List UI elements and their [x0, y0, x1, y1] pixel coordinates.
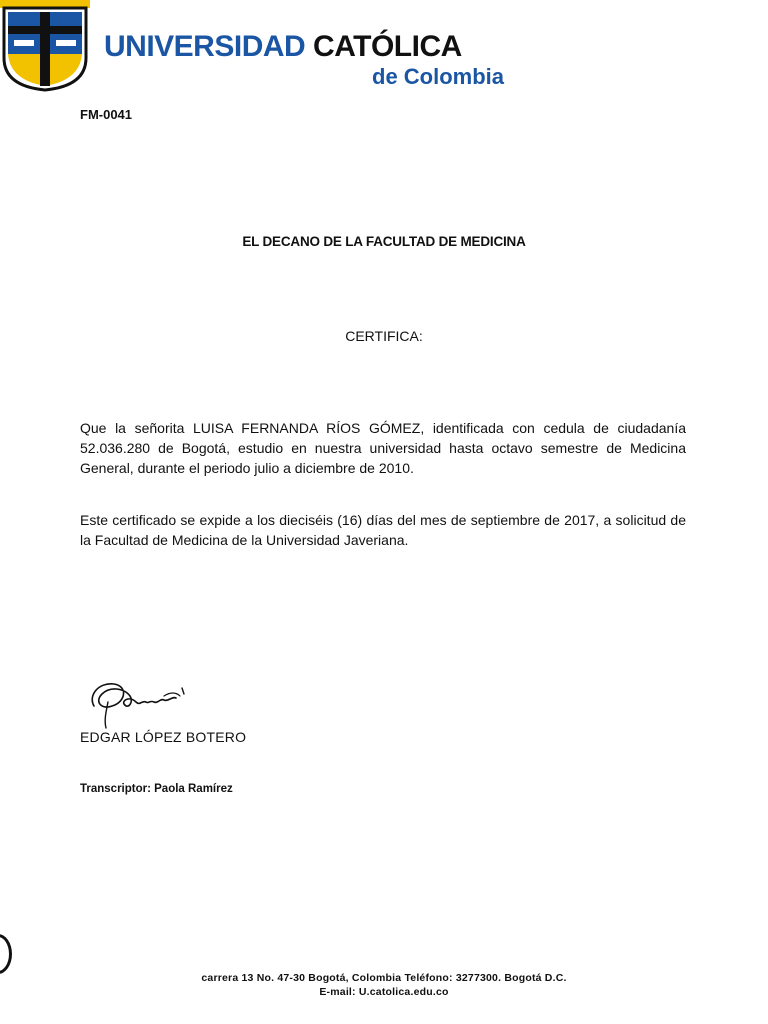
- transcriptor-line: Transcriptor: Paola Ramírez: [80, 783, 233, 795]
- footer-email: E-mail: U.catolica.edu.co: [319, 986, 449, 998]
- university-name-line1: [104, 30, 462, 64]
- page-edge-mark: [0, 934, 12, 974]
- brand-catolica: CATÓLICA: [313, 30, 462, 63]
- issuance-paragraph: Este certificado se expide a los dieciséis (16) días del mes de septiembre de 2017, a solicitud de la Facultad de Medicina de la Universidad Javeriana.: [80, 512, 686, 548]
- signer-name: EDGAR LÓPEZ BOTERO: [80, 729, 247, 745]
- brand-de-colombia: de Colombia: [372, 64, 505, 89]
- certificate-body-paragraph: Que la señorita LUISA FERNANDA RÍOS GÓMEZ, identificada con cedula de ciudadanía 52.036.280 de Bogotá, estudio en nuestra universidad hasta octavo semestre de Medicina General, durante el periodo julio a diciembre de 2010.: [80, 420, 686, 476]
- certifica-heading: CERTIFICA:: [345, 328, 423, 344]
- university-shield-logo: [0, 0, 90, 92]
- dean-title: EL DECANO DE LA FACULTAD DE MEDICINA: [242, 234, 526, 249]
- footer-address: carrera 13 No. 47-30 Bogotá, Colombia Teléfono: 3277300. Bogotá D.C.: [201, 972, 567, 984]
- handwritten-signature: [84, 666, 204, 730]
- brand-universidad: UNIVERSIDAD: [104, 30, 306, 63]
- form-code: FM-0041: [80, 107, 133, 122]
